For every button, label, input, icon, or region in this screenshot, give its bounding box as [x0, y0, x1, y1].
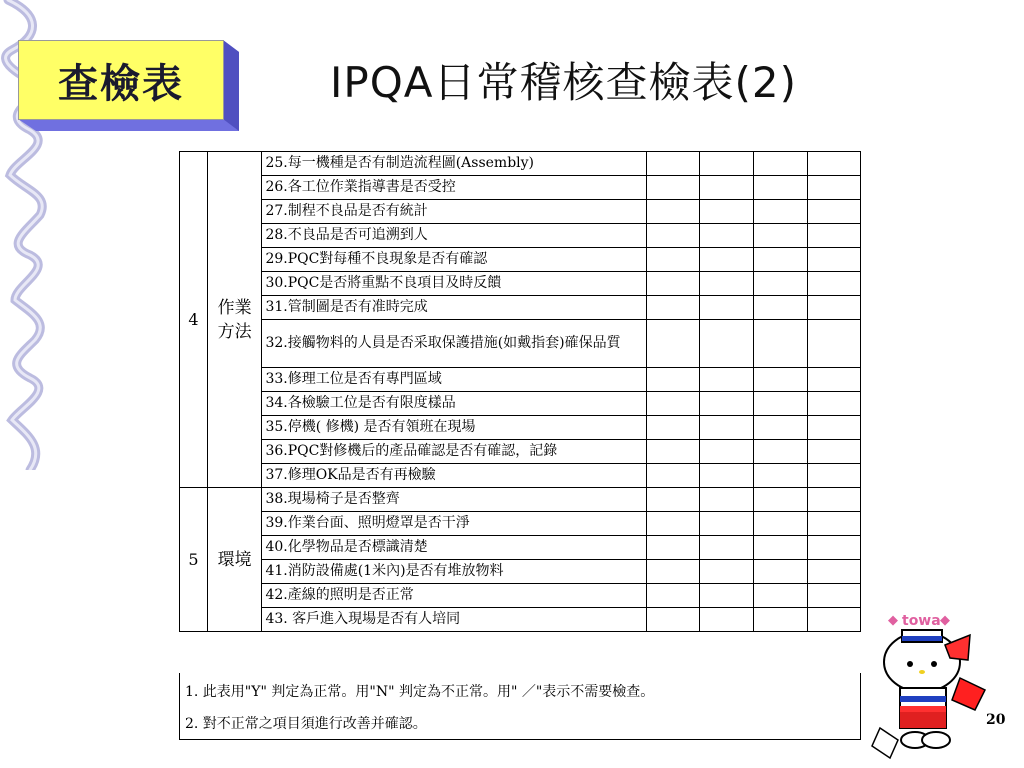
check-cell-2[interactable]: [700, 536, 754, 560]
check-cell-2[interactable]: [700, 488, 754, 512]
check-item: 28.不良品是否可追溯到人: [262, 224, 646, 248]
check-cell-1[interactable]: [646, 368, 700, 392]
check-cell-2[interactable]: [700, 368, 754, 392]
check-cell-4[interactable]: [808, 488, 861, 512]
check-item: 34.各檢驗工位是否有限度樣品: [262, 392, 646, 416]
check-cell-2[interactable]: [700, 200, 754, 224]
check-item: 29.PQC對每種不良現象是否有確認: [262, 248, 646, 272]
check-cell-3[interactable]: [754, 608, 808, 632]
check-cell-2[interactable]: [700, 392, 754, 416]
checklist-row: [180, 416, 861, 440]
check-cell-2[interactable]: [700, 248, 754, 272]
check-cell-1[interactable]: [646, 560, 700, 584]
check-cell-4[interactable]: [808, 584, 861, 608]
check-cell-2[interactable]: [700, 560, 754, 584]
check-cell-4[interactable]: [808, 368, 861, 392]
check-cell-3[interactable]: [754, 560, 808, 584]
check-cell-1[interactable]: [646, 248, 700, 272]
check-cell-3[interactable]: [754, 440, 808, 464]
check-cell-2[interactable]: [700, 440, 754, 464]
check-cell-2[interactable]: [700, 512, 754, 536]
check-item: 41.消防設備處(1米內)是否有堆放物料: [262, 560, 646, 584]
checklist-row: [180, 440, 861, 464]
check-cell-4[interactable]: [808, 608, 861, 632]
check-cell-2[interactable]: [700, 272, 754, 296]
check-item: 35.停機( 修機) 是否有領班在現場: [262, 416, 646, 440]
svg-text:◆: ◆: [940, 613, 950, 628]
checklist-table: [179, 151, 861, 632]
page-title: IPQA日常稽核查檢表(2): [330, 58, 797, 107]
check-cell-3[interactable]: [754, 512, 808, 536]
check-cell-2[interactable]: [700, 152, 754, 176]
page-number: 20: [986, 712, 1006, 728]
check-item: 25.每一機種是否有制造流程圖(Assembly): [262, 152, 646, 176]
check-cell-1[interactable]: [646, 200, 700, 224]
check-cell-3[interactable]: [754, 296, 808, 320]
checklist-row: [180, 272, 861, 296]
check-cell-1[interactable]: [646, 392, 700, 416]
check-item: 31.管制圖是否有准時完成: [262, 296, 646, 320]
mascot-label: towa: [902, 613, 941, 629]
checklist-row: [180, 584, 861, 608]
check-cell-4[interactable]: [808, 512, 861, 536]
checklist-row: [180, 464, 861, 488]
checklist-row: [180, 200, 861, 224]
check-cell-4[interactable]: [808, 272, 861, 296]
check-item: 38.現場椅子是否整齊: [262, 488, 646, 512]
check-cell-4[interactable]: [808, 392, 861, 416]
check-cell-4[interactable]: [808, 440, 861, 464]
check-cell-3[interactable]: [754, 464, 808, 488]
check-cell-3[interactable]: [754, 200, 808, 224]
check-cell-4[interactable]: [808, 248, 861, 272]
check-item: 33.修理工位是否有專門區域: [262, 368, 646, 392]
checklist-row: [180, 608, 861, 632]
checklist-row: [180, 152, 861, 176]
check-item: 36.PQC對修機后的產品確認是否有確認，記錄: [262, 440, 646, 464]
checklist-row: [180, 512, 861, 536]
check-cell-4[interactable]: [808, 296, 861, 320]
check-cell-4[interactable]: [808, 320, 861, 368]
section-category: 環境: [207, 488, 262, 632]
svg-text:◆: ◆: [888, 613, 898, 628]
check-cell-4[interactable]: [808, 224, 861, 248]
check-cell-1[interactable]: [646, 608, 700, 632]
checklist-row: [180, 368, 861, 392]
check-cell-1[interactable]: [646, 272, 700, 296]
checklist-row: [180, 224, 861, 248]
check-cell-4[interactable]: [808, 464, 861, 488]
check-cell-1[interactable]: [646, 512, 700, 536]
check-cell-4[interactable]: [808, 152, 861, 176]
section-number: 5: [180, 488, 208, 632]
check-item: 40.化學物品是否標識清楚: [262, 536, 646, 560]
checklist-row: [180, 536, 861, 560]
check-cell-1[interactable]: [646, 152, 700, 176]
check-cell-3[interactable]: [754, 152, 808, 176]
check-cell-4[interactable]: [808, 176, 861, 200]
check-cell-2[interactable]: [700, 224, 754, 248]
check-cell-2[interactable]: [700, 584, 754, 608]
section-number: 4: [180, 152, 208, 488]
check-cell-3[interactable]: [754, 416, 808, 440]
check-item: 39.作業台面、照明燈罩是否干淨: [262, 512, 646, 536]
check-cell-1[interactable]: [646, 488, 700, 512]
check-cell-3[interactable]: [754, 320, 808, 368]
check-item: 32.接觸物料的人員是否采取保護措施(如戴指套)確保品質: [262, 320, 646, 368]
checklist-row: [180, 488, 861, 512]
checklist-row: [180, 560, 861, 584]
check-cell-2[interactable]: [700, 464, 754, 488]
check-cell-4[interactable]: [808, 416, 861, 440]
section-category: 作業 方法: [207, 152, 262, 488]
check-cell-1[interactable]: [646, 176, 700, 200]
check-item: 27.制程不良品是否有統計: [262, 200, 646, 224]
check-cell-3[interactable]: [754, 392, 808, 416]
check-cell-1[interactable]: [646, 440, 700, 464]
check-cell-2[interactable]: [700, 320, 754, 368]
towa-mascot-illustration: [860, 600, 1010, 768]
check-cell-1[interactable]: [646, 224, 700, 248]
check-cell-1[interactable]: [646, 584, 700, 608]
checklist-tag: [18, 40, 238, 130]
check-cell-4[interactable]: [808, 560, 861, 584]
notes-box: [179, 673, 861, 740]
check-item: 26.各工位作業指導書是否受控: [262, 176, 646, 200]
check-cell-2[interactable]: [700, 416, 754, 440]
check-cell-2[interactable]: [700, 296, 754, 320]
check-item: 30.PQC是否將重點不良項目及時反饋: [262, 272, 646, 296]
tag-face: [18, 40, 224, 120]
checklist-row: [180, 392, 861, 416]
checklist-row: [180, 176, 861, 200]
check-cell-3[interactable]: [754, 488, 808, 512]
check-cell-1[interactable]: [646, 296, 700, 320]
check-cell-2[interactable]: [700, 176, 754, 200]
check-item: 42.產線的照明是否正常: [262, 584, 646, 608]
check-cell-1[interactable]: [646, 320, 700, 368]
note-2: 2. 對不正常之項目須進行改善并確認。: [185, 716, 427, 732]
check-cell-3[interactable]: [754, 224, 808, 248]
check-cell-3[interactable]: [754, 536, 808, 560]
check-cell-3[interactable]: [754, 176, 808, 200]
check-cell-2[interactable]: [700, 608, 754, 632]
check-cell-3[interactable]: [754, 248, 808, 272]
check-cell-3[interactable]: [754, 584, 808, 608]
check-item: 37.修理OK品是否有再檢驗: [262, 464, 646, 488]
check-cell-1[interactable]: [646, 416, 700, 440]
check-cell-4[interactable]: [808, 200, 861, 224]
check-cell-3[interactable]: [754, 368, 808, 392]
check-cell-1[interactable]: [646, 536, 700, 560]
check-item: 43. 客戶進入現場是否有人培同: [262, 608, 646, 632]
checklist-row: [180, 248, 861, 272]
check-cell-1[interactable]: [646, 464, 700, 488]
check-cell-4[interactable]: [808, 536, 861, 560]
check-cell-3[interactable]: [754, 272, 808, 296]
note-1: 1. 此表用"Y" 判定為正常。用"N" 判定為不正常。用" ／"表示不需要檢查。: [185, 684, 655, 700]
checklist-row: [180, 296, 861, 320]
checklist-row: [180, 320, 861, 368]
tag-label: 查檢表: [58, 60, 184, 107]
